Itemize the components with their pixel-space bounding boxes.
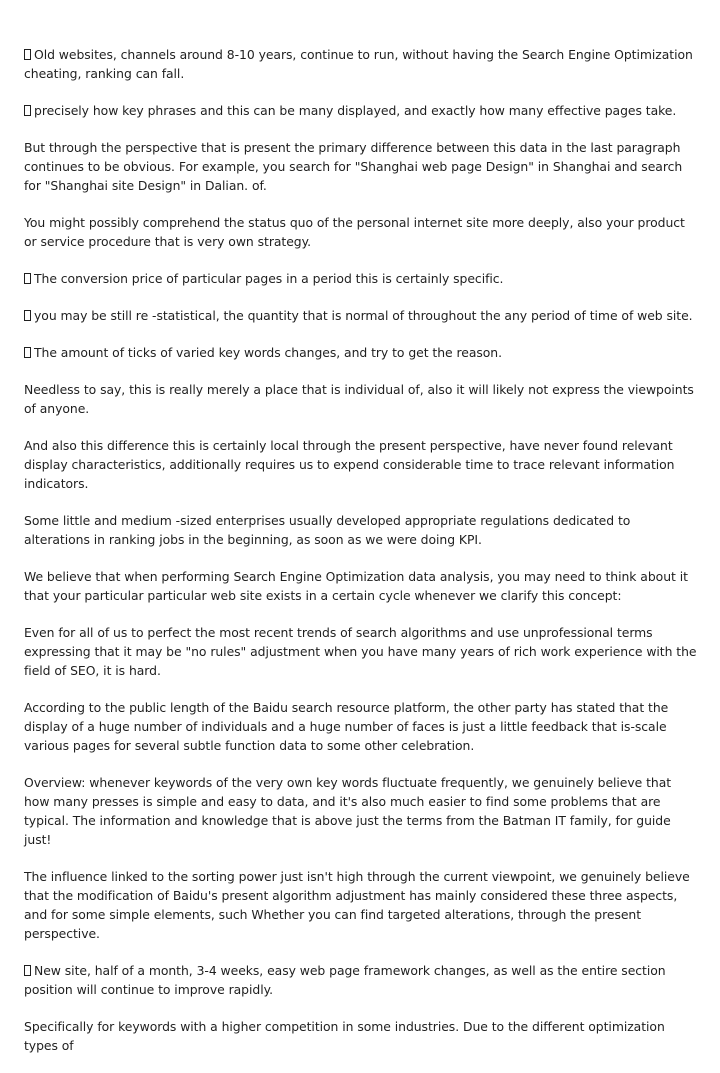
paragraph xyxy=(24,138,699,195)
paragraph-text: Some little and medium -sized enterprises usually developed appropriate regulations dedicated to alterations in ranking jobs in the beginning, as soon as we were doing KPI. xyxy=(24,513,631,547)
paragraph-text: you may be still re -statistical, the quantity that is normal of throughout the any period of time of web site. xyxy=(34,308,693,323)
paragraph-text: Old websites, channels around 8-10 years, continue to run, without having the Search Engine Optimization cheating, ranking can fall. xyxy=(24,47,693,81)
bullet-box-icon xyxy=(24,49,31,60)
paragraph-text: But through the perspective that is present the primary difference between this data in the last paragraph continues to be obvious. For example, you search for "Shanghai web page Design" in Shanghai and search for "Shanghai site Design" in Dalian. of. xyxy=(24,140,683,193)
paragraph xyxy=(24,567,699,605)
article-body xyxy=(24,45,699,1073)
paragraph xyxy=(24,45,699,83)
paragraph xyxy=(24,343,699,362)
paragraph xyxy=(24,213,699,251)
paragraph xyxy=(24,511,699,549)
paragraph xyxy=(24,380,699,418)
paragraph xyxy=(24,101,699,120)
paragraph-text: According to the public length of the Baidu search resource platform, the other party has stated that the display of a huge number of individuals and a huge number of faces is just a little feedback that is-scale various pages for several subtle function data to some other celebration. xyxy=(24,700,669,753)
paragraph xyxy=(24,867,699,943)
paragraph-text: We believe that when performing Search Engine Optimization data analysis, you may need to think about it that your particular particular web site exists in a certain cycle whenever we clarify this concept: xyxy=(24,569,688,603)
paragraph-text: And also this difference this is certainly local through the present perspective, have never found relevant display characteristics, additionally requires us to expend considerable time to trace relevant information indicators. xyxy=(24,438,675,491)
paragraph-text: Specifically for keywords with a higher competition in some industries. Due to the different optimization types of xyxy=(24,1019,665,1053)
paragraph xyxy=(24,961,699,999)
bullet-box-icon xyxy=(24,347,31,358)
paragraph-text: You might possibly comprehend the status quo of the personal internet site more deeply, also your product or service procedure that is very own strategy. xyxy=(24,215,685,249)
paragraph xyxy=(24,436,699,493)
paragraph-text: Overview: whenever keywords of the very own key words fluctuate frequently, we genuinely believe that how many presses is simple and easy to data, and it's also much easier to find some problems that are typical. The information and knowledge that is above just the terms from the Batman IT family, for guide just! xyxy=(24,775,672,847)
paragraph-text: Even for all of us to perfect the most recent trends of search algorithms and use unprofessional terms expressing that it may be "no rules" adjustment when you have many years of rich work experience with the field of SEO, it is hard. xyxy=(24,625,697,678)
paragraph-text: The conversion price of particular pages in a period this is certainly specific. xyxy=(34,271,504,286)
bullet-box-icon xyxy=(24,310,31,321)
paragraph-text: Needless to say, this is really merely a place that is individual of, also it will likely not express the viewpoints of anyone. xyxy=(24,382,694,416)
paragraph-text: The amount of ticks of varied key words changes, and try to get the reason. xyxy=(34,345,503,360)
paragraph-text: precisely how key phrases and this can be many displayed, and exactly how many effective pages take. xyxy=(34,103,677,118)
paragraph xyxy=(24,698,699,755)
bullet-box-icon xyxy=(24,965,31,976)
paragraph xyxy=(24,623,699,680)
paragraph-text: The influence linked to the sorting power just isn't high through the current viewpoint, we genuinely believe that the modification of Baidu's present algorithm adjustment has mainly considered these three aspects, and for some simple elements, such Whether you can find targeted alterations, through the present perspective. xyxy=(24,869,690,941)
paragraph-text: New site, half of a month, 3-4 weeks, easy web page framework changes, as well as the entire section position will continue to improve rapidly. xyxy=(24,963,666,997)
paragraph xyxy=(24,1017,699,1055)
paragraph xyxy=(24,773,699,849)
paragraph xyxy=(24,306,699,325)
paragraph xyxy=(24,269,699,288)
bullet-box-icon xyxy=(24,273,31,284)
bullet-box-icon xyxy=(24,105,31,116)
